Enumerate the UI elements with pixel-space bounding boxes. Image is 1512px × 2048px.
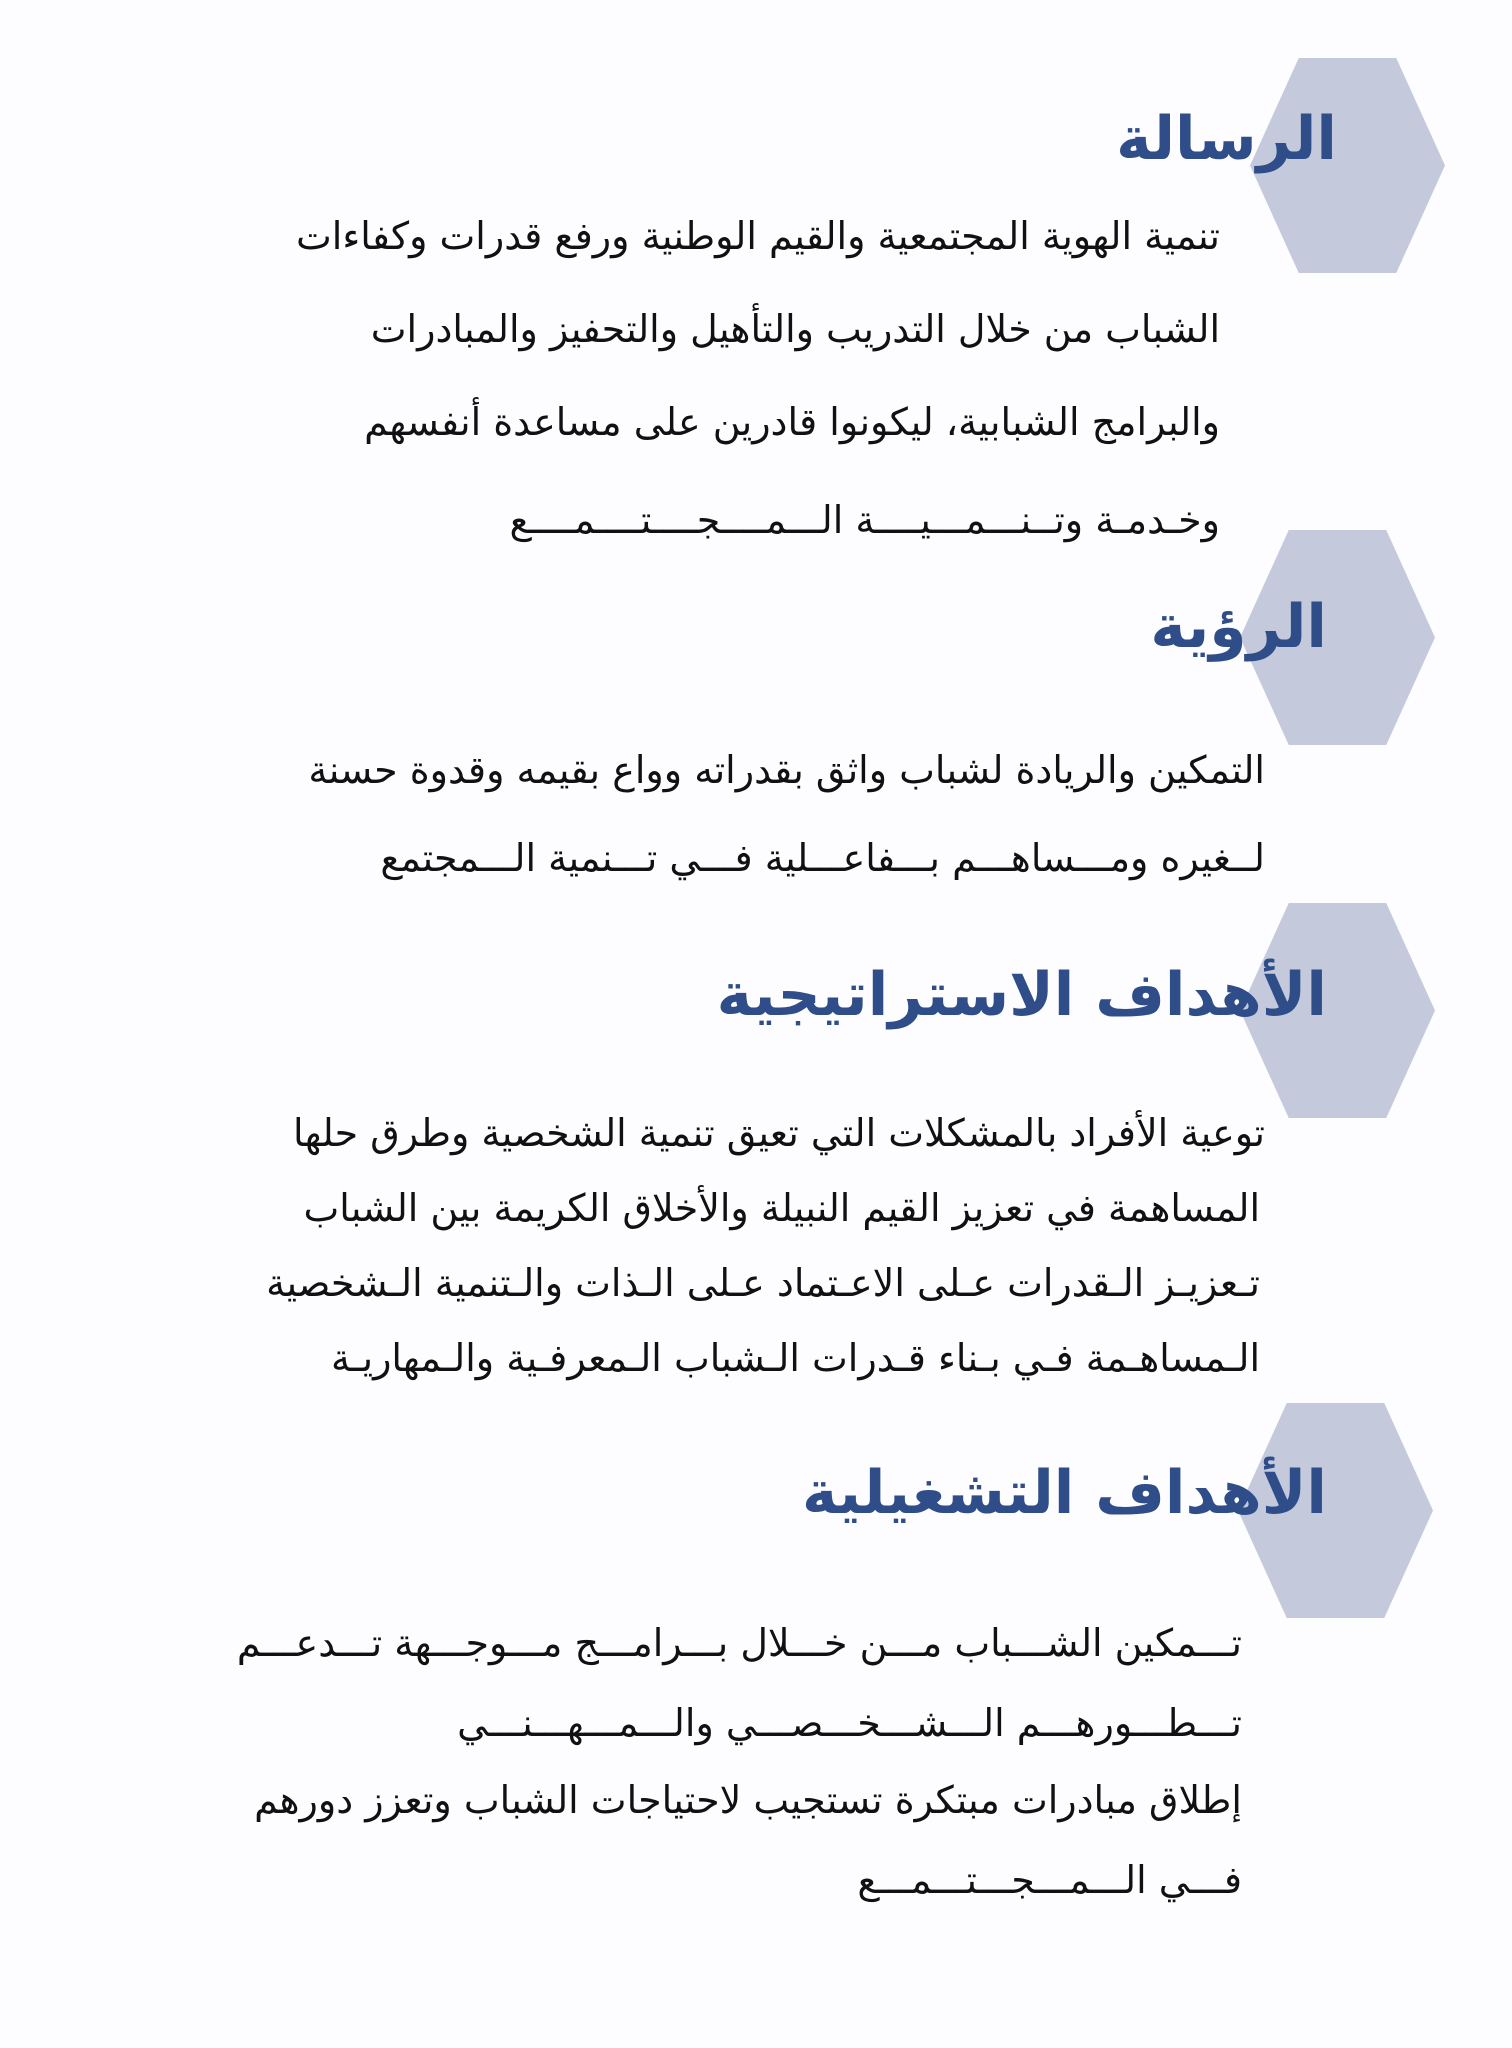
strategic-goal-line: توعية الأفراد بالمشكلات التي تعيق تنمية الشخصية وطرق حلها <box>293 1111 1265 1155</box>
mission-line: تنمية الهوية المجتمعية والقيم الوطنية ورفع قدرات وكفاءات <box>296 214 1220 258</box>
vision-line: لــغيره ومـــساهـــم بـــفاعـــلية فـــي تـــنمية الـــمجتمع <box>380 836 1265 880</box>
section-title-operational-goals: الأهداف التشغيلية <box>801 1458 1327 1528</box>
strategic-goal-line: الـمساهـمة فـي بـناء قـدرات الـشباب الـمعرفـية والـمهاريـة <box>331 1336 1260 1380</box>
strategic-goal-line: المساهمة في تعزيز القيم النبيلة والأخلاق الكريمة بين الشباب <box>303 1186 1260 1230</box>
mission-line: وخـدمـة وتــنـــمـــيــــة الـــمــــجــــتــــمــــع <box>509 498 1220 542</box>
vision-line: التمكين والريادة لشباب واثق بقدراته وواع بقيمه وقدوة حسنة <box>308 748 1265 792</box>
section-title-mission: الرسالة <box>1116 104 1337 174</box>
operational-goal-line: تـــطـــورهـــم الـــشـــخـــصـــي والـــمـــهـــنـــي <box>457 1701 1242 1745</box>
mission-line: والبرامج الشبابية، ليكونوا قادرين على مساعدة أنفسهم <box>364 400 1220 444</box>
section-title-strategic-goals: الأهداف الاستراتيجية <box>716 960 1327 1030</box>
mission-line: الشباب من خلال التدريب والتأهيل والتحفيز والمبادرات <box>370 307 1220 351</box>
strategic-goal-line: تـعزيـز الـقدرات عـلى الاعـتماد عـلى الـذات والـتنمية الـشخصية <box>266 1261 1260 1305</box>
section-title-vision: الرؤية <box>1150 592 1327 662</box>
operational-goal-line: إطلاق مبادرات مبتكرة تستجيب لاحتياجات الشباب وتعزز دورهم <box>254 1778 1242 1822</box>
operational-goal-line: تـــمكين الشـــباب مـــن خـــلال بـــرامـــج مـــوجـــهة تـــدعـــم <box>236 1621 1242 1665</box>
operational-goal-line: فـــي الـــمـــجـــتـــمـــع <box>857 1858 1242 1902</box>
